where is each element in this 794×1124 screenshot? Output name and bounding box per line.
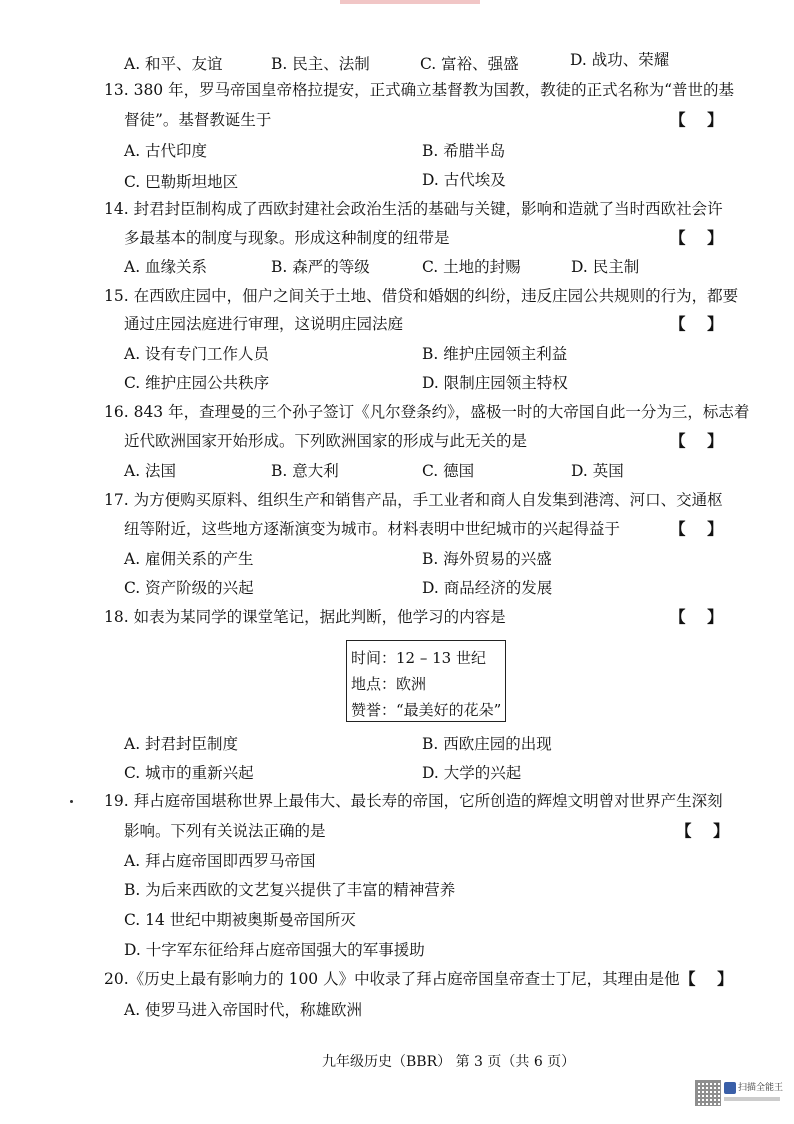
q13-option-d: D. 古代埃及 — [422, 171, 506, 189]
q13-stem-line2: 督徒”。基督教诞生于 — [124, 111, 272, 129]
q17-stem-line1: 17. 为方便购买原料、组织生产和销售产品，手工业者和商人自发集到港湾、河口、交通枢 — [104, 491, 723, 509]
q14-stem-line2: 多最基本的制度与现象。形成这种制度的纽带是 — [124, 229, 450, 247]
q16-option-a: A. 法国 — [124, 462, 177, 480]
q19-answer-bracket: 【 】 — [676, 821, 729, 840]
q19-stem-line1: 19. 拜占庭帝国堪称世界上最伟大、最长寿的帝国，它所创造的辉煌文明曾对世界产生深刻 — [104, 792, 723, 810]
q16-answer-bracket: 【 】 — [670, 431, 723, 450]
q16-option-b: B. 意大利 — [271, 462, 339, 480]
q15-option-a: A. 设有专门工作人员 — [124, 345, 270, 363]
q18-option-a: A. 封君封臣制度 — [124, 735, 239, 753]
scan-dot — [70, 800, 73, 803]
q14-option-d: D. 民主制 — [571, 258, 640, 276]
q19-option-a: A. 拜占庭帝国即西罗马帝国 — [124, 852, 316, 870]
q20-stem-line1: 20.《历史上最有影响力的 100 人》中收录了拜占庭帝国皇帝查士丁尼，其理由是他 — [104, 970, 680, 988]
q19-option-c: C. 14 世纪中期被奥斯曼帝国所灭 — [124, 911, 356, 929]
red-stamp-mark — [340, 0, 480, 4]
q17-option-c: C. 资产阶级的兴起 — [124, 579, 254, 597]
q14-stem-line1: 14. 封君封臣制构成了西欧封建社会政治生活的基础与关键，影响和造就了当时西欧社会许 — [104, 200, 723, 218]
q12-option-c: C. 富裕、强盛 — [420, 55, 519, 73]
qr-code-icon — [695, 1080, 721, 1106]
q17-option-d: D. 商品经济的发展 — [422, 579, 553, 597]
q15-option-d: D. 限制庄园领主特权 — [422, 374, 568, 392]
page-footer: 九年级历史（BBR） 第 3 页（共 6 页） — [322, 1054, 576, 1070]
scanner-logo-icon — [724, 1082, 736, 1094]
q17-option-a: A. 雇佣关系的产生 — [124, 550, 254, 568]
q16-stem-line2: 近代欧洲国家开始形成。下列欧洲国家的形成与此无关的是 — [124, 432, 528, 450]
q13-option-a: A. 古代印度 — [124, 142, 208, 160]
q14-answer-bracket: 【 】 — [670, 228, 723, 247]
q15-stem-line1: 15. 在西欧庄园中，佃户之间关于土地、借贷和婚姻的纠纷，违反庄园公共规则的行为，都要 — [104, 287, 739, 305]
q17-option-b: B. 海外贸易的兴盛 — [422, 550, 552, 568]
q18-notes-table — [346, 640, 506, 722]
q18-table-praise: 赞誉：“最美好的花朵” — [351, 701, 502, 719]
q16-option-d: D. 英国 — [571, 462, 624, 480]
scanner-subtext — [724, 1097, 780, 1101]
q19-stem-line2: 影响。下列有关说法正确的是 — [124, 822, 326, 840]
q18-option-b: B. 西欧庄园的出现 — [422, 735, 552, 753]
q13-answer-bracket: 【 】 — [670, 110, 723, 129]
q16-stem-line1: 16. 843 年，查理曼的三个孙子签订《凡尔登条约》，盛极一时的大帝国自此一分为三，标志着 — [104, 403, 750, 421]
q13-stem-line1: 13. 380 年，罗马帝国皇帝格拉提安，正式确立基督教为国教，教徒的正式名称为“普世的基 — [104, 81, 735, 99]
q20-option-a: A. 使罗马进入帝国时代，称雄欧洲 — [124, 1001, 363, 1019]
q20-answer-bracket: 【 】 — [680, 969, 733, 988]
q17-answer-bracket: 【 】 — [670, 519, 723, 538]
q18-option-d: D. 大学的兴起 — [422, 764, 522, 782]
q15-option-b: B. 维护庄园领主利益 — [422, 345, 568, 363]
q13-option-c: C. 巴勒斯坦地区 — [124, 173, 239, 191]
q19-option-b: B. 为后来西欧的文艺复兴提供了丰富的精神营养 — [124, 881, 456, 899]
q14-option-a: A. 血缘关系 — [124, 258, 208, 276]
q12-option-a: A. 和平、友谊 — [124, 55, 223, 73]
q15-option-c: C. 维护庄园公共秩序 — [124, 374, 270, 392]
q12-option-d: D. 战功、荣耀 — [570, 51, 670, 69]
q16-option-c: C. 德国 — [422, 462, 475, 480]
q17-stem-line2: 纽等附近，这些地方逐渐演变为城市。材料表明中世纪城市的兴起得益于 — [124, 520, 621, 538]
q13-option-b: B. 希腊半岛 — [422, 142, 506, 160]
q18-option-c: C. 城市的重新兴起 — [124, 764, 254, 782]
q19-option-d: D. 十字军东征给拜占庭帝国强大的军事援助 — [124, 941, 425, 959]
q15-answer-bracket: 【 】 — [670, 314, 723, 333]
q14-option-c: C. 土地的封赐 — [422, 258, 521, 276]
q14-option-b: B. 森严的等级 — [271, 258, 370, 276]
q18-table-place: 地点：欧洲 — [351, 675, 427, 693]
q12-option-b: B. 民主、法制 — [271, 55, 370, 73]
q15-stem-line2: 通过庄园法庭进行审理，这说明庄园法庭 — [124, 315, 404, 333]
scanner-brand: 扫描全能王 — [738, 1083, 784, 1093]
q18-answer-bracket: 【 】 — [670, 607, 723, 626]
q18-stem-line1: 18. 如表为某同学的课堂笔记，据此判断，他学习的内容是 — [104, 608, 506, 626]
q18-table-time: 时间：12 – 13 世纪 — [351, 649, 486, 667]
